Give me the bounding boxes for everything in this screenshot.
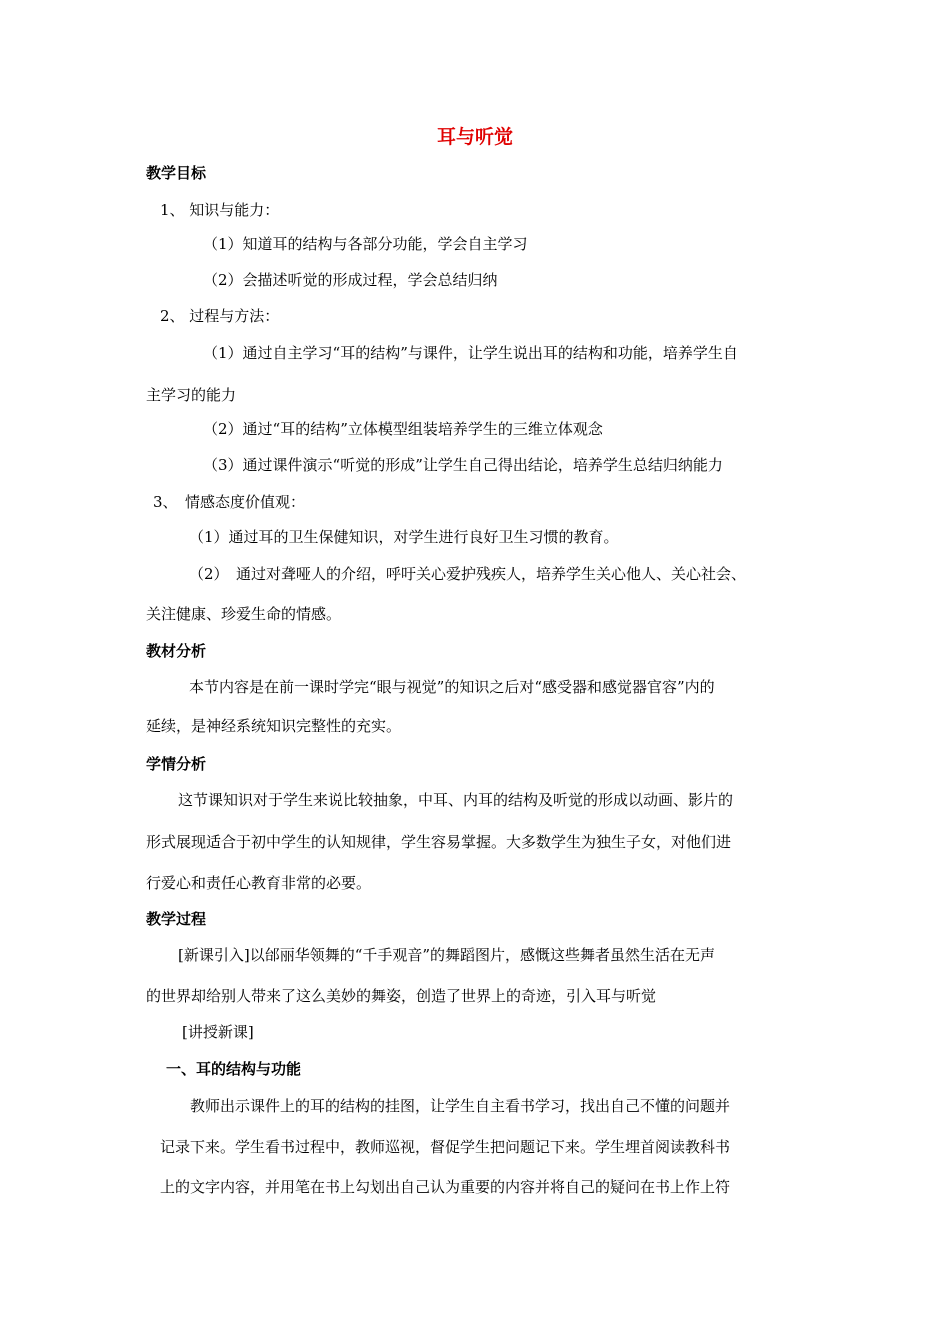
process-paragraph-1b: 的世界却给别人带来了这么美妙的舞姿，创造了世界上的奇迹，引入耳与听觉 xyxy=(146,987,657,1005)
goal-item-2: 2、 过程与方法： xyxy=(160,307,280,325)
goal-item-2-3: （3）通过课件演示“听觉的形成”让学生自己得出结论，培养学生总结归纳能力 xyxy=(203,456,723,474)
material-paragraph-a: 本节内容是在前一课时学完“眼与视觉”的知识之后对“感受器和感觉器官容”内的 xyxy=(189,678,715,696)
process-paragraph-2: [讲授新课] xyxy=(182,1023,254,1041)
page-title: 耳与听觉 xyxy=(436,126,513,148)
goal-item-1-2: （2）会描述听觉的形成过程，学会总结归纳 xyxy=(203,271,498,289)
goal-item-3-2b: 关注健康、珍爱生命的情感。 xyxy=(146,605,342,623)
goal-item-3-1: （1）通过耳的卫生保健知识，对学生进行良好卫生习惯的教育。 xyxy=(189,528,619,546)
process-paragraph-3a: 教师出示课件上的耳的结构的挂图，让学生自主看书学习，找出自己不懂的问题并 xyxy=(190,1097,731,1115)
goal-item-1-1: （1）知道耳的结构与各部分功能，学会自主学习 xyxy=(203,235,528,253)
heading-goals: 教学目标 xyxy=(146,164,207,182)
goal-item-2-2: （2）通过“耳的结构”立体模型组装培养学生的三维立体观念 xyxy=(203,420,603,438)
material-paragraph-b: 延续，是神经系统知识完整性的充实。 xyxy=(146,717,402,735)
goal-item-3-2a: （2） 通过对聋哑人的介绍，呼吁关心爱护残疾人，培养学生关心他人、关心社会、 xyxy=(189,565,747,583)
students-paragraph-c: 行爱心和责任心教育非常的必要。 xyxy=(146,874,372,892)
heading-process: 教学过程 xyxy=(146,910,207,928)
process-paragraph-1a: [新课引入]以邰丽华领舞的“千手观音”的舞蹈图片，感慨这些舞者虽然生活在无声 xyxy=(178,946,716,964)
heading-students: 学情分析 xyxy=(146,755,207,773)
goal-item-2-1a: （1）通过自主学习“耳的结构”与课件，让学生说出耳的结构和功能，培养学生自 xyxy=(203,344,738,362)
subheading-ear-structure: 一、耳的结构与功能 xyxy=(166,1060,302,1078)
goal-item-2-1b: 主学习的能力 xyxy=(146,386,237,404)
heading-material: 教材分析 xyxy=(146,642,207,660)
process-paragraph-3b: 记录下来。学生看书过程中，教师巡视，督促学生把问题记下来。学生埋首阅读教科书 xyxy=(160,1138,731,1156)
goal-item-3: 3、 情感态度价值观： xyxy=(153,493,306,511)
goal-item-1: 1、 知识与能力： xyxy=(160,201,280,219)
process-paragraph-3c: 上的文字内容，并用笔在书上勾划出自己认为重要的内容并将自己的疑问在书上作上符 xyxy=(160,1178,731,1196)
students-paragraph-a: 这节课知识对于学生来说比较抽象，中耳、内耳的结构及听觉的形成以动画、影片的 xyxy=(178,791,734,809)
students-paragraph-b: 形式展现适合于初中学生的认知规律，学生容易掌握。大多数学生为独生子女，对他们进 xyxy=(146,833,732,851)
